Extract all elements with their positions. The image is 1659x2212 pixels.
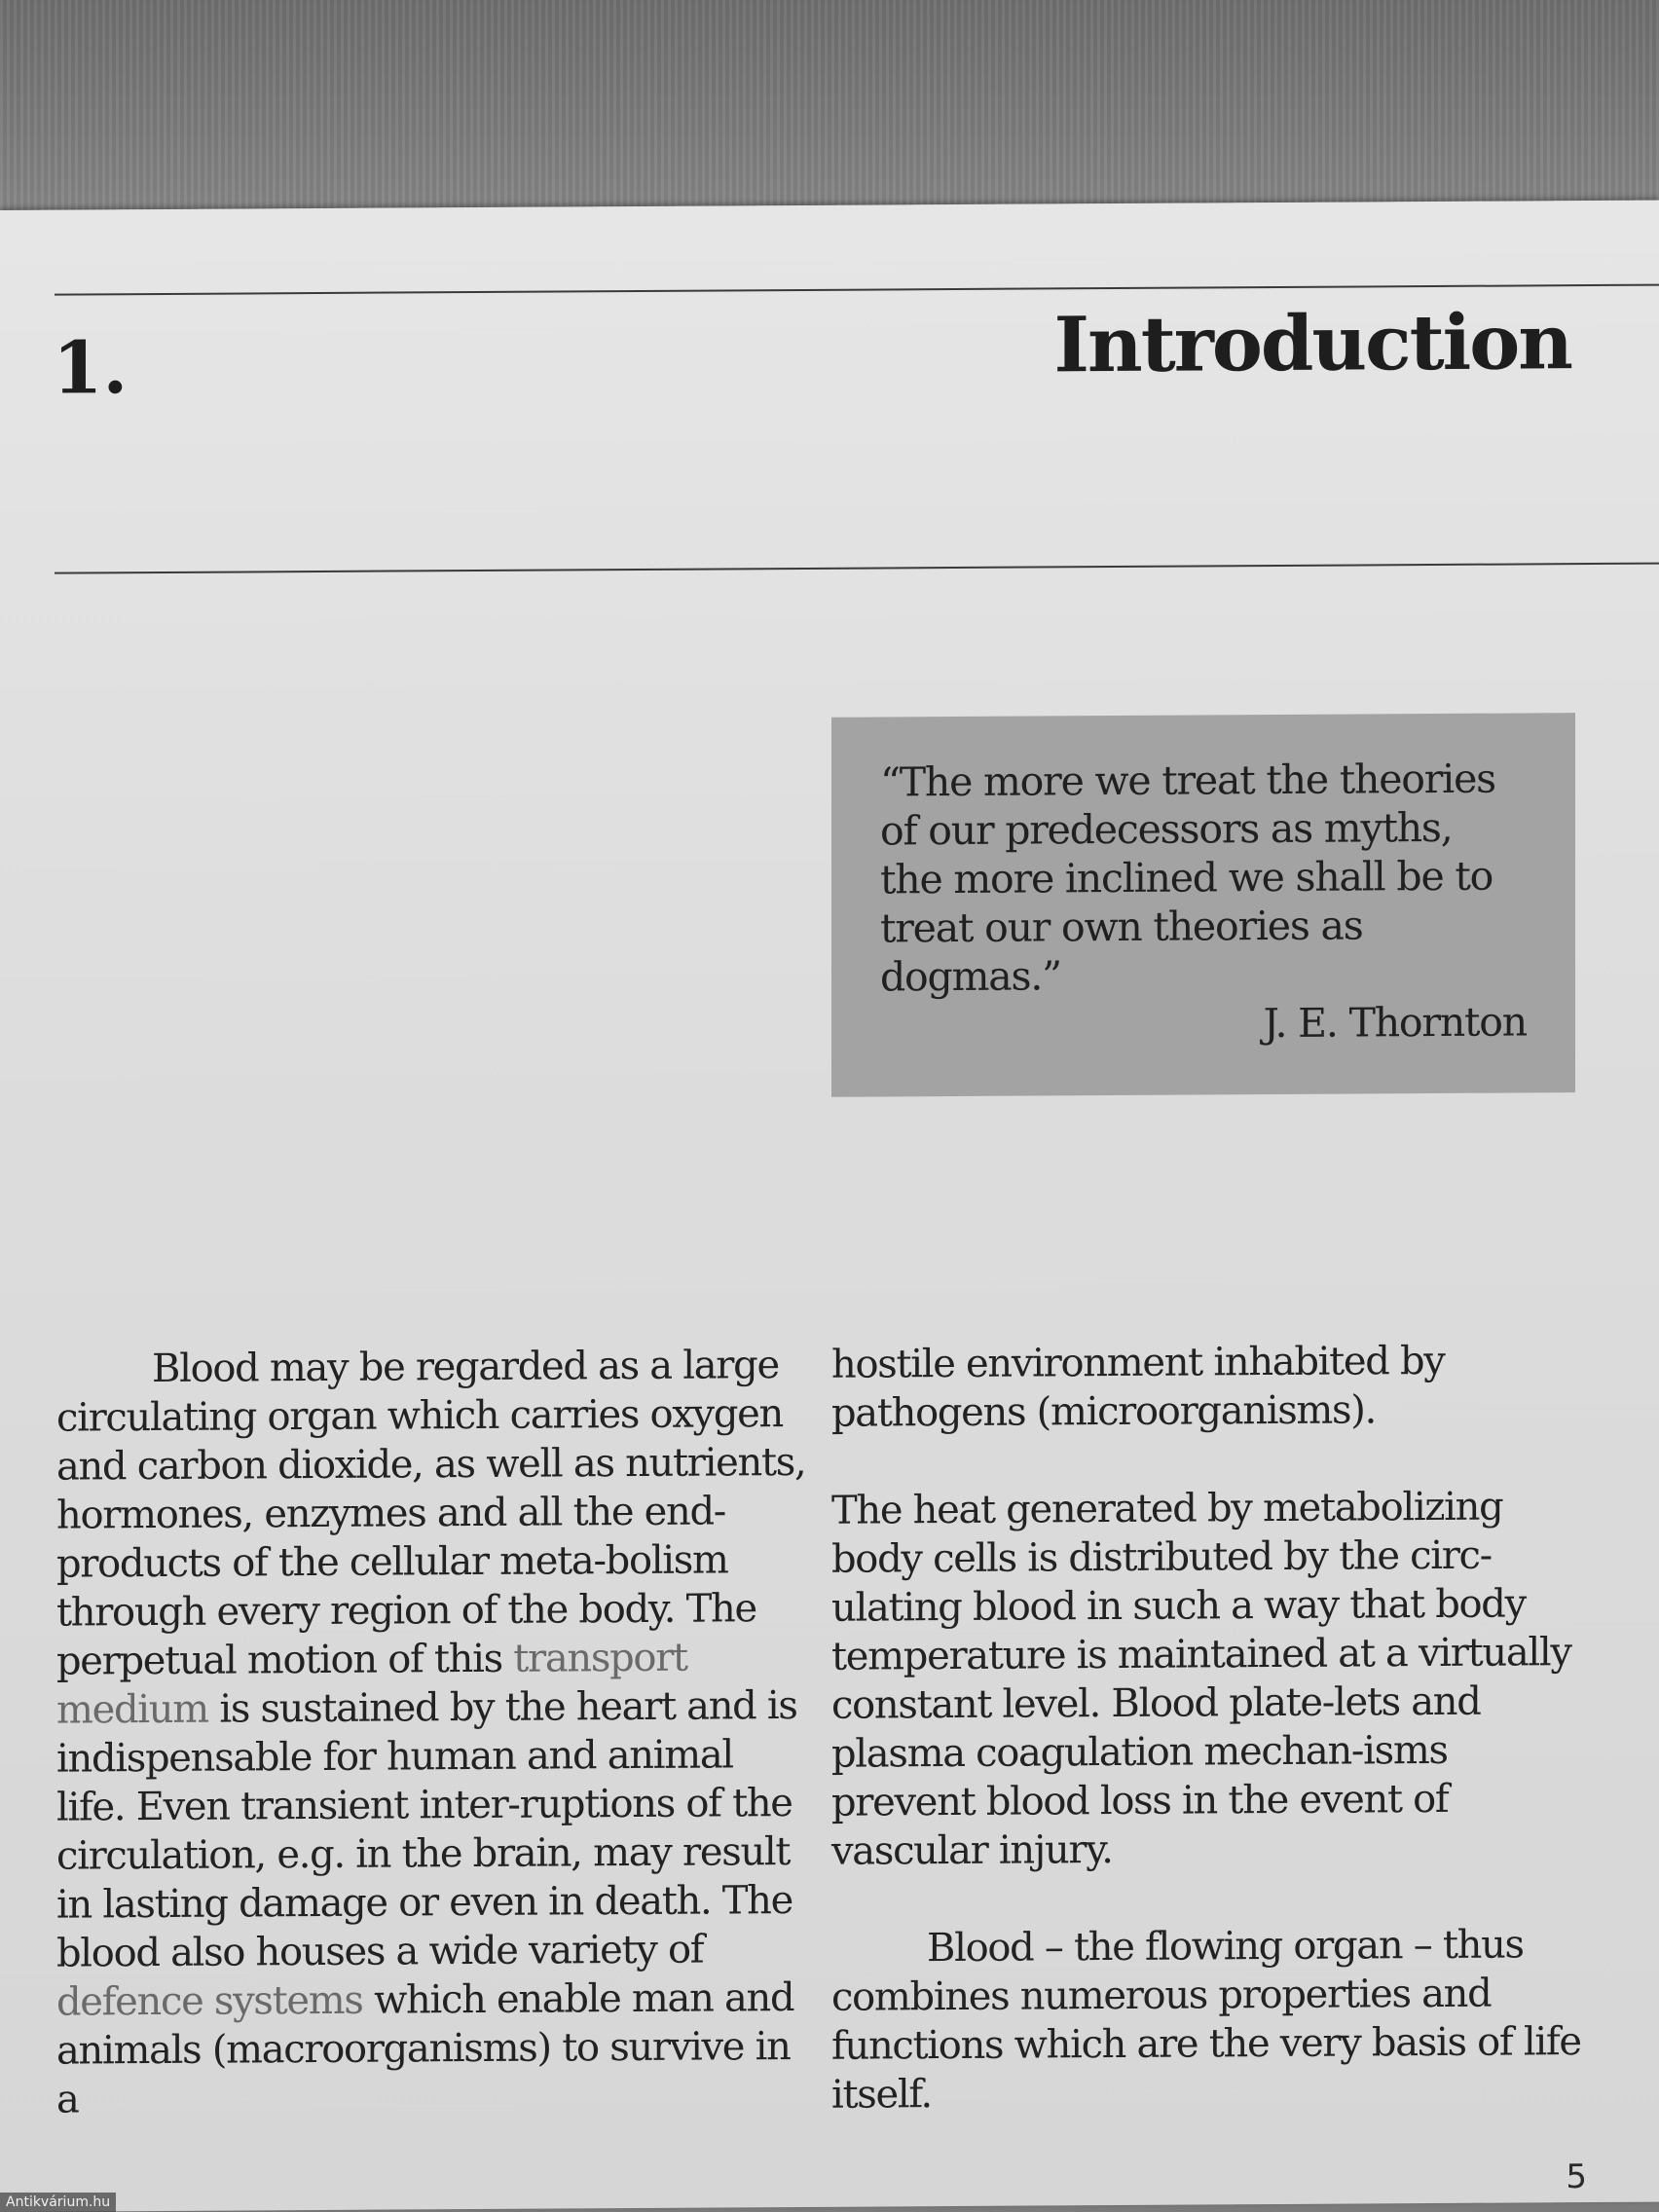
paragraph-3: Blood – the flowing organ – thus combines numerous properties and functions which are the very basis of life itself.: [831, 1922, 1581, 2118]
term-transport-medium: transport medium: [56, 1635, 687, 1733]
header-top-rule: [55, 284, 1659, 296]
paragraph-1-text-c: which enable man and animals (macroorganisms) to survive in a: [56, 1975, 794, 2122]
paragraph-1: [56, 1341, 806, 2124]
term-defence-systems: defence systems: [56, 1977, 363, 2025]
paragraph-2: The heat generated by metabolizing body cells is distributed by the circ-ulating blood in such a way that body temperature is maintained at a virtually constant level. Blood plate-lets and plasma coagulation mechan-isms prevent blood loss in the event of vascular injury.: [831, 1484, 1571, 1874]
chapter-number: 1.: [53, 326, 129, 411]
page-number: 5: [1566, 2157, 1587, 2197]
text-column-right: [831, 1336, 1581, 2120]
epigraph-box: [831, 713, 1575, 1097]
header-bottom-rule: [55, 563, 1659, 574]
watermark: Antikvárium.hu: [0, 2193, 116, 2212]
paragraph-1-text-b: is sustained by the heart and is indispensable for human and animal life. Even transient inter-ruptions of the circulation, e.g. in the brain, may result in lasting damage or even in death. The blood also houses a wide variety of: [56, 1682, 797, 1976]
epigraph-text: “The more we treat the theories of our predecessors as myths, the more inclined we shall be to treat our own theories as dogmas.”: [880, 755, 1495, 1001]
text-column-left: [56, 1341, 806, 2124]
paragraph-1-text-a: Blood may be regarded as a large circulating organ which carries oxygen and carbon dioxide, as well as nutrients, hormones, enzymes and all the end-products of the cellular meta-bolism through every region of the body. The perpetual motion of this: [56, 1343, 806, 1684]
book-page: [0, 201, 1659, 2212]
paragraph-1-continued: hostile environment inhabited by pathogens (microorganisms).: [831, 1338, 1445, 1436]
epigraph-author: J. E. Thornton: [1263, 998, 1527, 1048]
chapter-title: Introduction: [1053, 298, 1571, 390]
